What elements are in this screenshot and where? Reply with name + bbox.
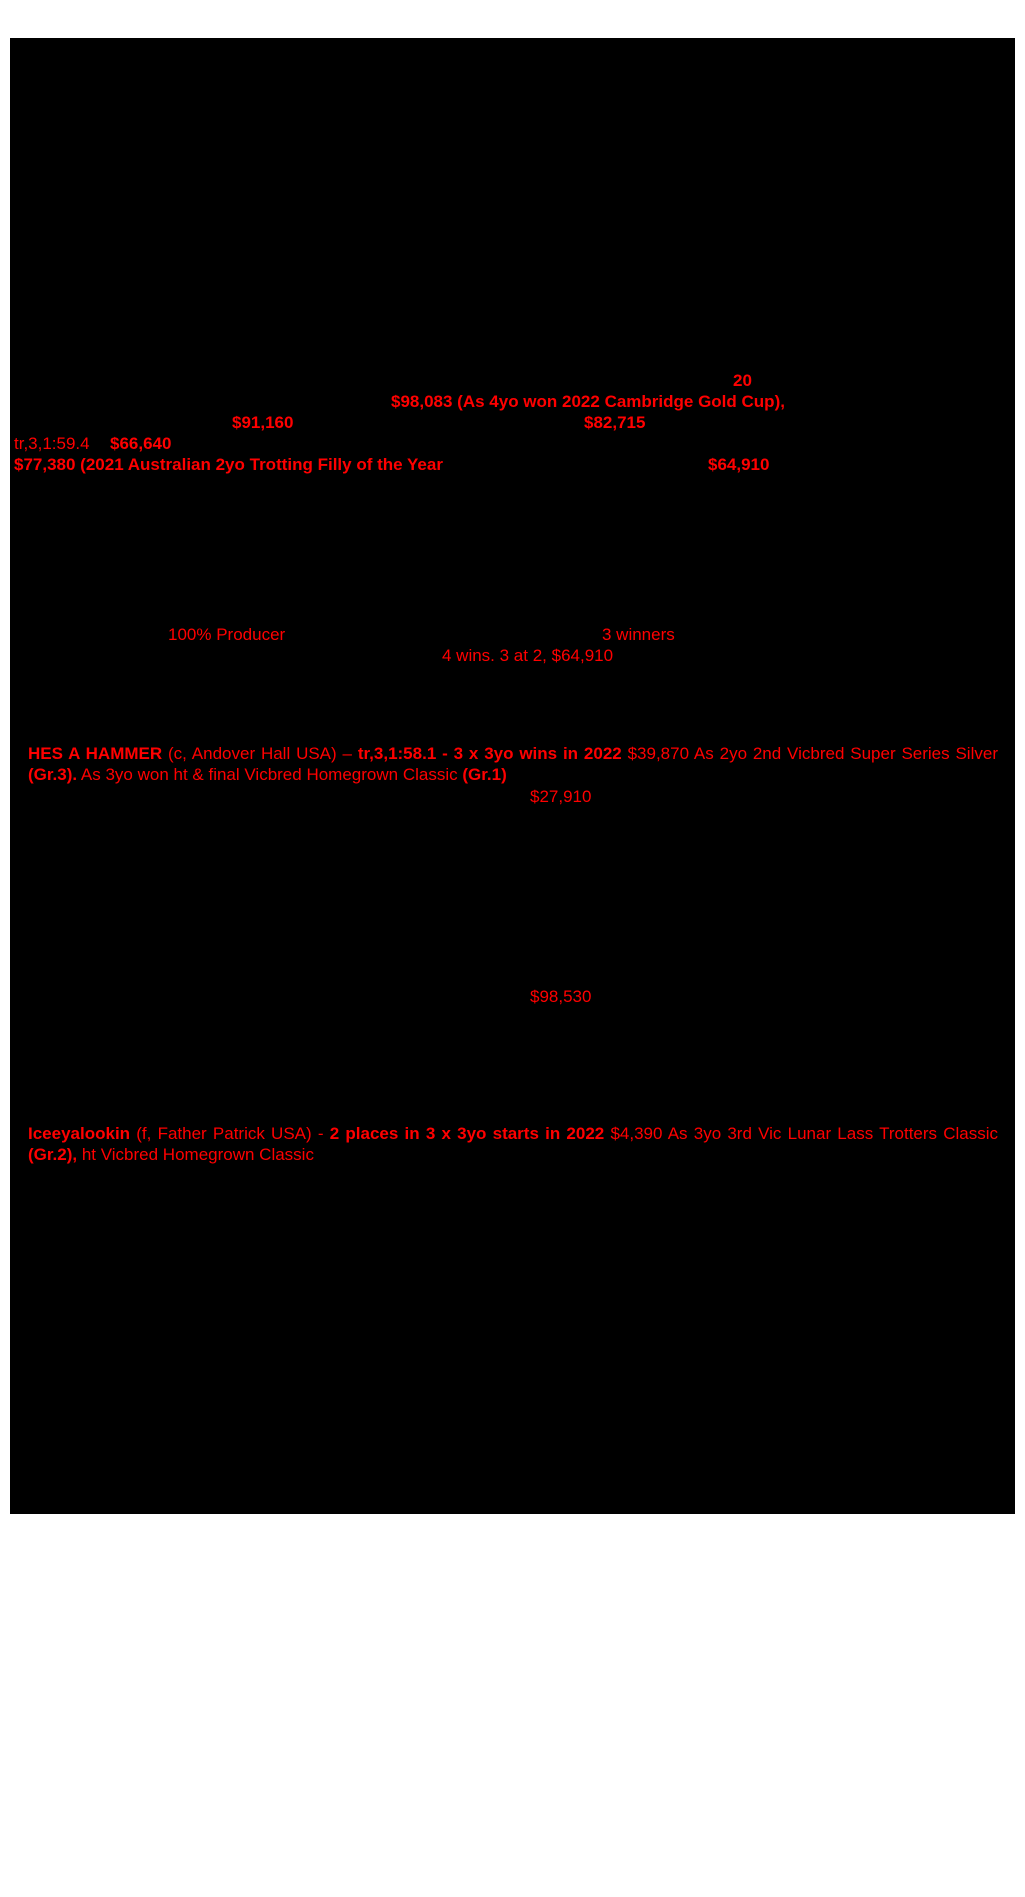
progeny-record: 2 places in 3 x 3yo starts in 2022 [329,1124,605,1143]
filly-of-the-year-line: $77,380 (2021 Australian 2yo Trotting Filly of the Year [14,455,443,474]
progeny-name: Iceeyalookin [28,1124,131,1143]
pedigree-sheet [10,38,1015,1514]
cambridge-gold-cup-line: $98,083 (As 4yo won 2022 Cambridge Gold Cup), [391,392,785,411]
progeny-grade-1: (Gr.3). [28,765,78,784]
progeny-earnings: $4,390 As 3yo 3rd Vic Lunar Lass Trotters Classic [604,1124,999,1143]
earnings-27910: $27,910 [530,787,592,806]
earnings-91160: $91,160 [232,413,294,432]
progeny-grade-1: (Gr.2), [28,1145,78,1164]
earnings-98530: $98,530 [530,987,592,1006]
progeny-entry-hes-a-hammer [28,743,998,785]
progeny-name: HES A HAMMER [28,744,163,763]
progeny-tail: As 3yo won ht & final Vicbred Homegrown Classic [77,765,463,784]
earnings-66640: $66,640 [110,434,172,453]
earnings-82715: $82,715 [584,413,646,432]
progeny-entry-iceeyalookin [28,1123,998,1165]
progeny-earnings: $39,870 As 2yo 2nd Vicbred Super Series Silver [621,744,998,763]
winners-count: 3 winners [602,625,675,644]
producer-note: 100% Producer [168,625,286,644]
progeny-parentage: (f, Father Patrick USA) - [130,1124,330,1143]
progeny-parentage: (c, Andover Hall USA) – [162,744,358,763]
earnings-64910: $64,910 [708,455,770,474]
progeny-tail: ht Vicbred Homegrown Classic [77,1145,314,1164]
progeny-record: tr,3,1:58.1 - 3 x 3yo wins in 2022 [357,744,622,763]
record-tr-3-1-59-4: tr,3,1:59.4 [14,434,90,453]
progeny-grade-2: (Gr.1) [462,765,507,784]
earnings-value-20: 20 [733,371,752,390]
wins-summary: 4 wins. 3 at 2, $64,910 [442,646,614,665]
